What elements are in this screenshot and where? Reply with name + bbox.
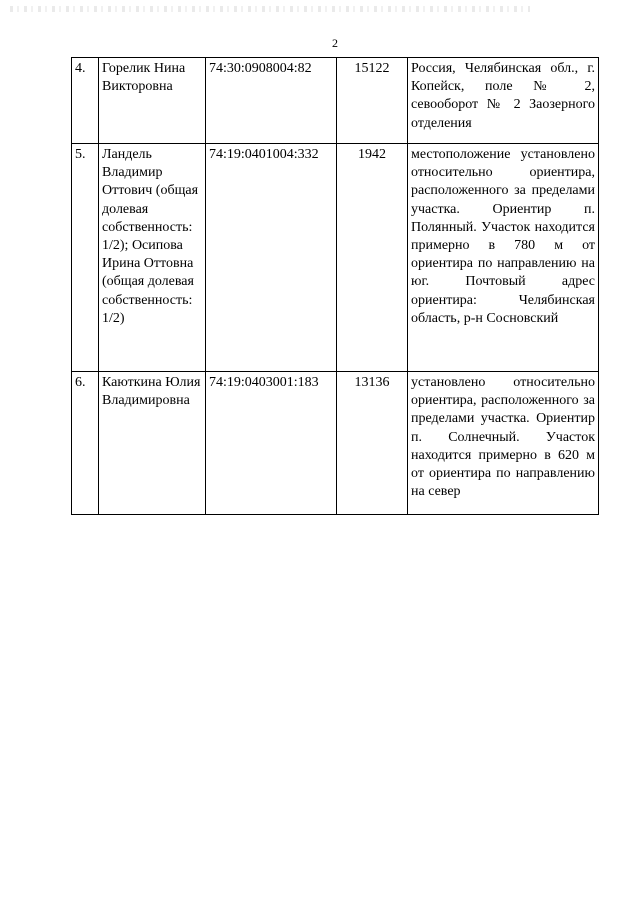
table-row — [72, 372, 599, 515]
row-number: 4. — [72, 58, 99, 144]
land-plots-table — [71, 57, 599, 515]
plot-area: 13136 — [337, 372, 408, 515]
table-row — [72, 144, 599, 372]
table-row — [72, 58, 599, 144]
plot-location: установлено относительно ориентира, расположенного за пределами участка. Ориентир п. Солнечный. Участок находится примерно в 620 м от ориентира по направлению на север — [408, 372, 599, 515]
owner-name: Горелик Нина Викторовна — [99, 58, 206, 144]
plot-location: местоположение установлено относительно ориентира, расположенного за пределами участка. Ориентир п. Полянный. Участок находится примерно в 780 м от ориентира по направлению на юг. Почтовый адрес ориентира: Челябинская область, р-н Сосновский — [408, 144, 599, 372]
plot-location: Россия, Челябинская обл., г. Копейск, поле № 2, севооборот № 2 Заозерного отделения — [408, 58, 599, 144]
cadastral-number: 74:30:0908004:82 — [206, 58, 337, 144]
scan-artifact — [10, 6, 530, 12]
page-number: 2 — [332, 36, 338, 50]
plot-area: 1942 — [337, 144, 408, 372]
owner-name: Ландель Владимир Оттович (общая долевая собственность: 1/2); Осипова Ирина Оттовна (общая долевая собственность: 1/2) — [99, 144, 206, 372]
row-number: 6. — [72, 372, 99, 515]
plot-area: 15122 — [337, 58, 408, 144]
owner-name: Каюткина Юлия Владимировна — [99, 372, 206, 515]
cadastral-number: 74:19:0403001:183 — [206, 372, 337, 515]
cadastral-number: 74:19:0401004:332 — [206, 144, 337, 372]
row-number: 5. — [72, 144, 99, 372]
